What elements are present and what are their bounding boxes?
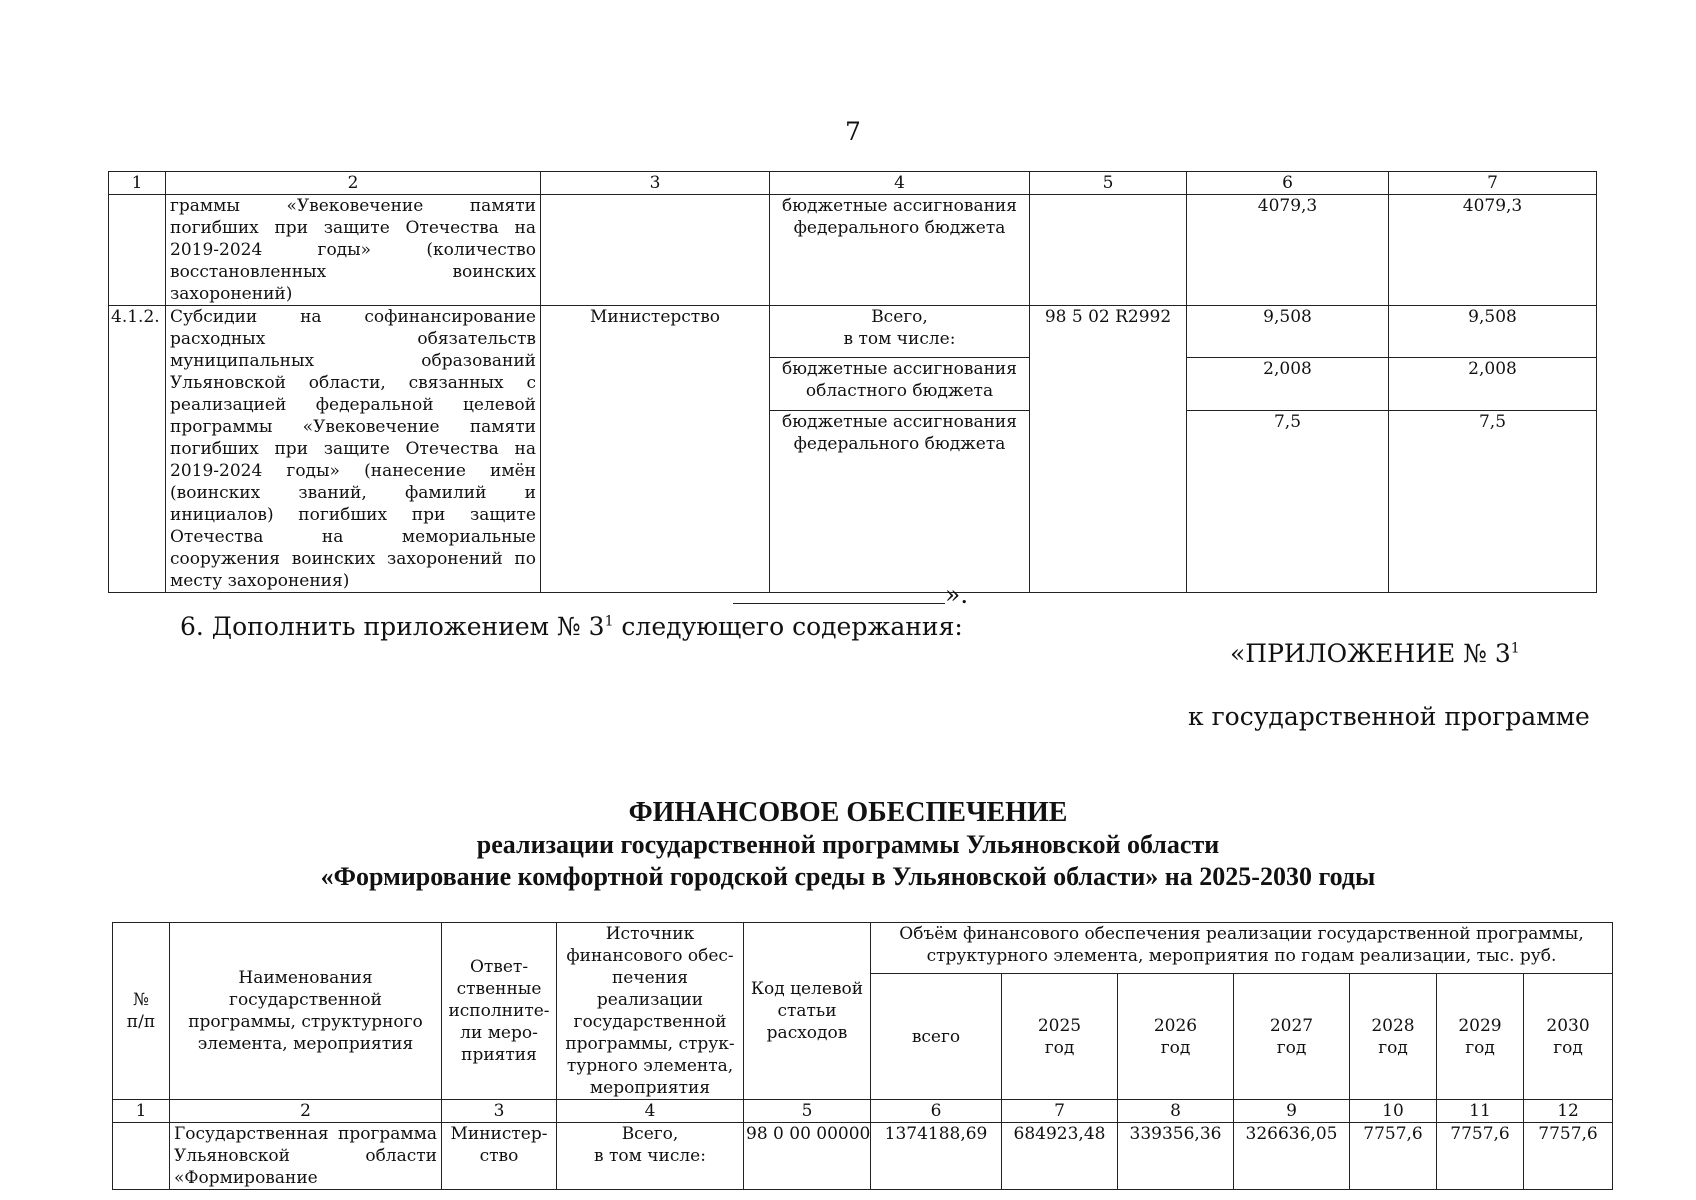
row-value: 4079,3 (1187, 195, 1389, 306)
row-value: 7757,6 (1437, 1123, 1524, 1190)
row-value: 7,5 (1389, 410, 1597, 592)
row-number (113, 1123, 170, 1190)
financial-table (112, 922, 1613, 1190)
column-number-row (113, 1100, 1613, 1123)
closing-quote: ». (945, 580, 969, 609)
item-6-text: 6. Дополнить приложением № $3^1$ следующего содержания: (180, 612, 963, 641)
col-number: 4 (557, 1100, 744, 1123)
col-header: 1 (109, 172, 166, 195)
row-source: бюджетные ассигнования областного бюджета (770, 358, 1030, 410)
col-header: 5 (1030, 172, 1187, 195)
col-header: 4 (770, 172, 1030, 195)
col-header: 3 (541, 172, 770, 195)
header-year: 2028 год (1350, 974, 1437, 1100)
row-value: 326636,05 (1234, 1123, 1350, 1190)
row-code: 98 5 02 R2992 (1030, 306, 1187, 593)
row-value: 7,5 (1187, 410, 1389, 592)
table-row (109, 306, 1597, 358)
row-value: 684923,48 (1002, 1123, 1118, 1190)
appendix-subtitle: к государственной программе (1188, 702, 1590, 731)
row-source: бюджетные ассигнования федерального бюджета (770, 410, 1030, 592)
signature-line (733, 603, 945, 604)
row-code: 98 0 00 00000 (744, 1123, 871, 1190)
col-header: 7 (1389, 172, 1597, 195)
row-value: 4079,3 (1389, 195, 1597, 306)
row-value: 1374188,69 (871, 1123, 1002, 1190)
header-year: 2026 год (1118, 974, 1234, 1100)
col-header: 6 (1187, 172, 1389, 195)
row-name: Государственная программа Ульяновской области «Формирование (170, 1123, 442, 1190)
row-value: 9,508 (1389, 306, 1597, 358)
col-number: 6 (871, 1100, 1002, 1123)
header-name: Наименования государственной программы, структурного элемента, мероприятия (170, 923, 442, 1100)
row-value: 7757,6 (1524, 1123, 1613, 1190)
col-header: 2 (166, 172, 541, 195)
header-source: Источник финансового обес-печения реализации государственной программы, струк-турного элемента, мероприятия (557, 923, 744, 1100)
col-number: 2 (170, 1100, 442, 1123)
row-number: 4.1.2. (109, 306, 166, 593)
row-source: Всего, в том числе: (557, 1123, 744, 1190)
header-volume: Объём финансового обеспечения реализации государственной программы, структурного элемента, мероприятия по годам реализации, тыс. руб. (871, 923, 1613, 974)
row-value: 2,008 (1187, 358, 1389, 410)
row-value: 2,008 (1389, 358, 1597, 410)
col-number: 9 (1234, 1100, 1350, 1123)
col-number: 10 (1350, 1100, 1437, 1123)
table-continuation (108, 171, 1597, 593)
header-row (113, 923, 1613, 974)
header-num: № п/п (113, 923, 170, 1100)
header-code: Код целевой статьи расходов (744, 923, 871, 1100)
col-number: 12 (1524, 1100, 1613, 1123)
col-number: 3 (442, 1100, 557, 1123)
document-subtitle: реализации государственной программы Ульяновской области (476, 830, 1220, 859)
row-executor: Министер-ство (442, 1123, 557, 1190)
col-number: 1 (113, 1100, 170, 1123)
header-row (109, 172, 1597, 195)
table-row (109, 195, 1597, 306)
row-executor: Министерство (541, 306, 770, 593)
header-year: 2030 год (1524, 974, 1613, 1100)
col-number: 8 (1118, 1100, 1234, 1123)
row-value: 9,508 (1187, 306, 1389, 358)
appendix-title: «ПРИЛОЖЕНИЕ № $3^1$ (1230, 639, 1520, 668)
header-year: 2027 год (1234, 974, 1350, 1100)
row-value: 339356,36 (1118, 1123, 1234, 1190)
col-number: 11 (1437, 1100, 1524, 1123)
row-value: 7757,6 (1350, 1123, 1437, 1190)
row-source: Всего, в том числе: (770, 306, 1030, 358)
document-title: ФИНАНСОВОЕ ОБЕСПЕЧЕНИЕ (628, 797, 1068, 828)
row-name: Субсидии на софинансирование расходных обязательств муниципальных образований Ульяновской области, связанных с реализацией федеральной целевой программы «Увековечение памяти погибших при защите Отечества на 2019-2024 годы» (нанесение имён (воинских званий, фамилий и инициалов) погибших при защите Отечества на мемориальные сооружения воинских захоронений по месту захоронения) (166, 306, 541, 593)
col-number: 7 (1002, 1100, 1118, 1123)
row-source: бюджетные ассигнования федерального бюджета (770, 195, 1030, 306)
header-total: всего (871, 974, 1002, 1100)
header-year: 2025 год (1002, 974, 1118, 1100)
row-name: граммы «Увековечение памяти погибших при защите Отечества на 2019-2024 годы» (количество восстановленных воинских захоронений) (166, 195, 541, 306)
col-number: 5 (744, 1100, 871, 1123)
page-number: 7 (845, 117, 861, 146)
header-executor: Ответ-ственные исполните-ли меро-приятия (442, 923, 557, 1100)
document-subtitle: «Формирование комфортной городской среды в Ульяновской области» на 2025-2030 годы (320, 862, 1376, 891)
table-row (113, 1123, 1613, 1190)
header-year: 2029 год (1437, 974, 1524, 1100)
